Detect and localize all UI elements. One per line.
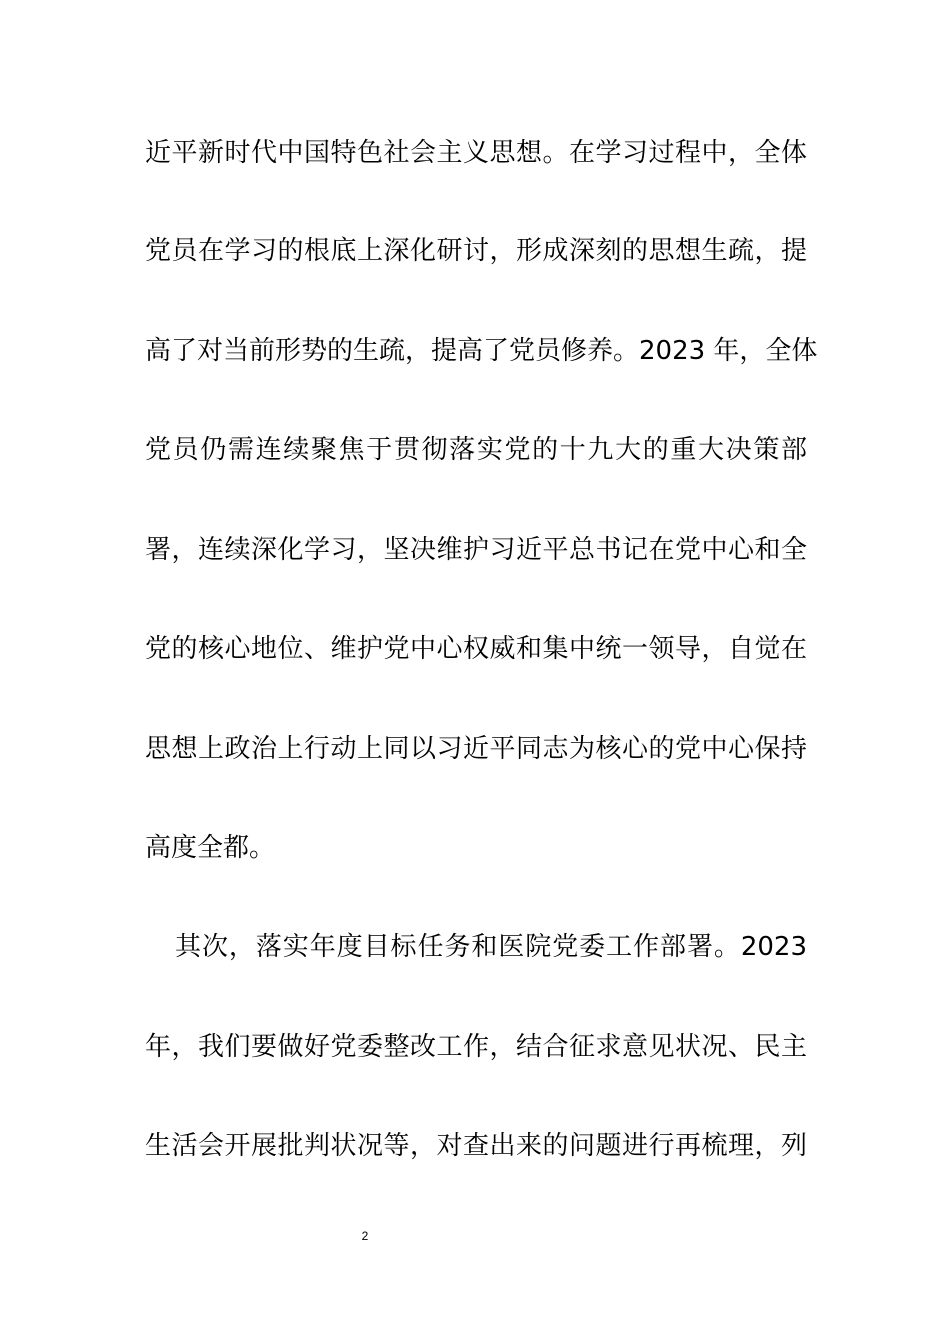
paragraph-line: 其次，落实年度目标任务和医院党委工作部署。2023 [175, 932, 807, 962]
paragraph-line: 党员仍需连续聚焦于贯彻落实党的十九大的重大决策部 [145, 435, 807, 465]
paragraph-line: 生活会开展批判状况等，对查出来的问题进行再梳理，列 [145, 1131, 807, 1161]
paragraph-line: 近平新时代中国特色社会主义思想。在学习过程中，全体 [145, 138, 807, 168]
paragraph-line: 党的核心地位、维护党中心权威和集中统一领导，自觉在 [145, 634, 807, 664]
paragraph-line: 高度全都。 [145, 833, 276, 863]
paragraph-line: 思想上政治上行动上同以习近平同志为核心的党中心保持 [145, 734, 807, 764]
paragraph-line: 高了对当前形势的生疏，提高了党员修养。2023 年，全体 [145, 336, 818, 366]
paragraph-line: 署，连续深化学习，坚决维护习近平总书记在党中心和全 [145, 535, 807, 565]
page-number: 2 [361, 1229, 369, 1243]
paragraph-line: 党员在学习的根底上深化研讨，形成深刻的思想生疏，提 [145, 236, 807, 266]
paragraph-line: 年，我们要做好党委整改工作，结合征求意见状况、民主 [145, 1032, 807, 1062]
